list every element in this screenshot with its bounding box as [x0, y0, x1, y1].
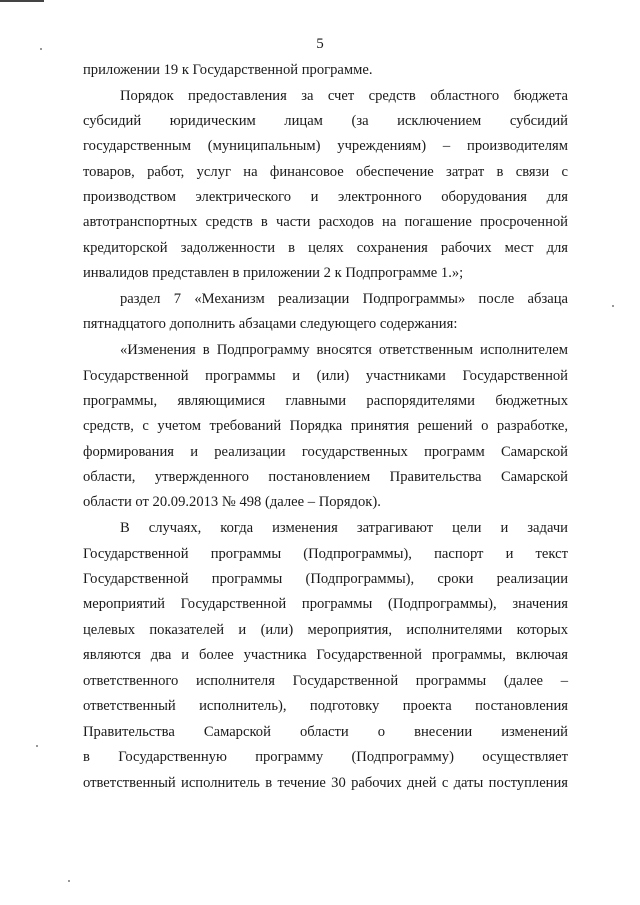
- text-line: субсидий юридическим лицам (за исключением субсидий: [83, 113, 568, 129]
- text-line: ответственный исполнитель в течение 30 рабочих дней с даты поступления: [83, 775, 568, 791]
- top-edge-rule: [0, 0, 44, 2]
- text-line: раздел 7 «Механизм реализации Подпрограммы» после абзаца: [120, 291, 568, 307]
- text-line: ответственного исполнителя Государственной программы (далее –: [83, 673, 568, 689]
- scan-speck: [36, 745, 38, 747]
- text-line: Государственной программы (Подпрограммы), сроки реализации: [83, 571, 568, 587]
- text-line: средств, с учетом требований Порядка принятия решений о разработке,: [83, 418, 568, 434]
- text-line: производством электрического и электронного оборудования для: [83, 189, 568, 205]
- scan-speck: [40, 48, 42, 50]
- text-line: Государственной программы (Подпрограммы), паспорт и текст: [83, 546, 568, 562]
- page-number: 5: [316, 36, 324, 52]
- text-line: кредиторской задолженности в целях сохранения рабочих мест для: [83, 240, 568, 256]
- text-line: товаров, работ, услуг на финансовое обеспечение затрат в связи с: [83, 164, 568, 180]
- text-line: приложении 19 к Государственной программе.: [83, 62, 373, 78]
- text-line: инвалидов представлен в приложении 2 к Подпрограмме 1.»;: [83, 265, 464, 281]
- scan-speck: [612, 305, 614, 307]
- text-line: «Изменения в Подпрограмму вносятся ответственным исполнителем: [120, 342, 568, 358]
- text-line: автотранспортных средств в части расходов на погашение просроченной: [83, 214, 568, 230]
- text-line: программы, являющимися главными распорядителями бюджетных: [83, 393, 568, 409]
- text-line: в Государственную программу (Подпрограмму) осуществляет: [83, 749, 568, 765]
- text-line: области от 20.09.2013 № 498 (далее – Порядок).: [83, 494, 381, 510]
- text-line: Правительства Самарской области о внесении изменений: [83, 724, 568, 740]
- text-line: области, утвержденного постановлением Правительства Самарской: [83, 469, 568, 485]
- text-line: ответственный исполнитель), подготовку проекта постановления: [83, 698, 568, 714]
- text-line: В случаях, когда изменения затрагивают цели и задачи: [120, 520, 568, 536]
- text-line: целевых показателей и (или) мероприятия, исполнителями которых: [83, 622, 568, 638]
- text-line: мероприятий Государственной программы (Подпрограммы), значения: [83, 596, 568, 612]
- text-line: пятнадцатого дополнить абзацами следующего содержания:: [83, 316, 458, 332]
- text-line: Порядок предоставления за счет средств областного бюджета: [120, 88, 568, 104]
- text-line: являются два и более участника Государственной программы, включая: [83, 647, 568, 663]
- text-line: Государственной программы и (или) участниками Государственной: [83, 368, 568, 384]
- text-line: формирования и реализации государственных программ Самарской: [83, 444, 568, 460]
- scan-speck: [68, 880, 70, 882]
- text-line: государственным (муниципальным) учреждениям) – производителям: [83, 138, 568, 154]
